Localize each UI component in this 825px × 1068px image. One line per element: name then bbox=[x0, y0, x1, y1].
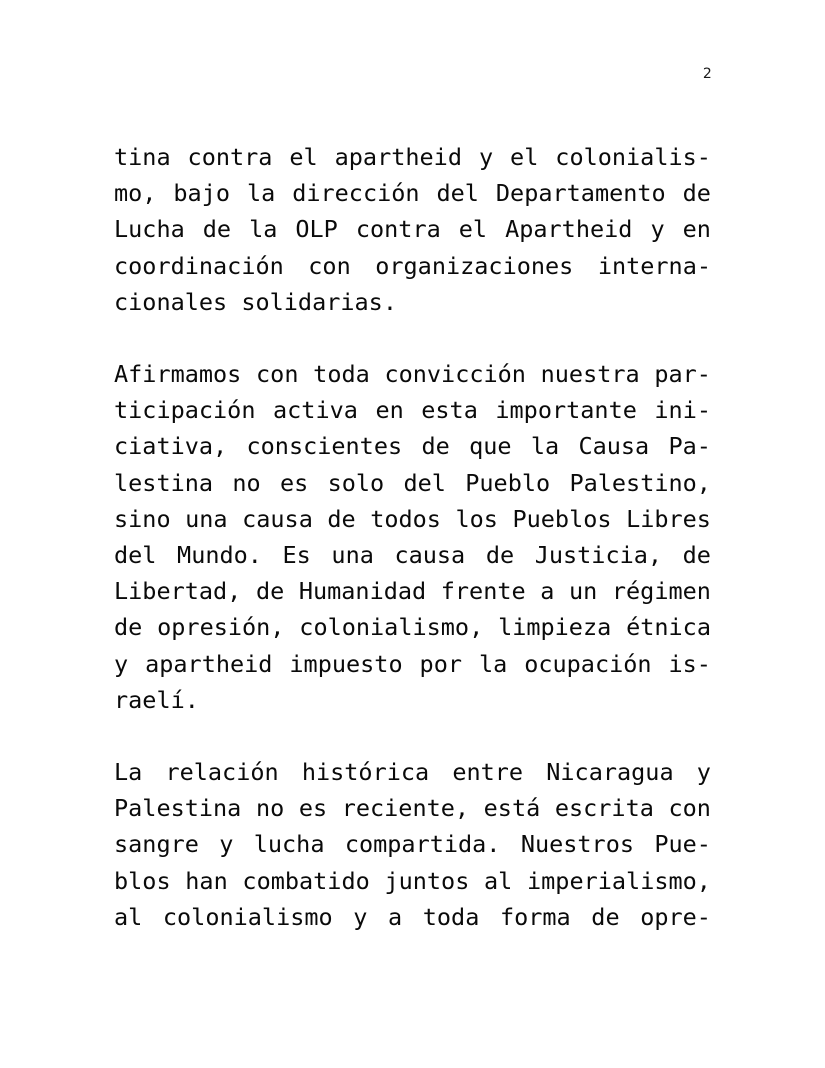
word: con bbox=[668, 794, 711, 823]
word: contra bbox=[355, 215, 441, 244]
word: impuesto bbox=[289, 649, 403, 678]
page-number: 2 bbox=[702, 66, 712, 82]
word: lucha bbox=[253, 830, 325, 859]
word: sangre bbox=[114, 830, 199, 859]
text-line bbox=[114, 609, 711, 645]
word: el bbox=[510, 143, 539, 171]
word: del bbox=[403, 468, 446, 497]
word: apartheid bbox=[334, 143, 462, 171]
text-line bbox=[114, 863, 711, 899]
word: Libertad, bbox=[114, 577, 242, 606]
word: Afirmamos bbox=[114, 360, 242, 389]
text-line bbox=[114, 899, 711, 935]
word: imperialismo, bbox=[527, 866, 711, 895]
body-text-column bbox=[114, 139, 711, 935]
word: toda bbox=[313, 360, 370, 389]
word: han bbox=[185, 866, 228, 895]
word: bajo bbox=[173, 179, 230, 208]
word: Palestino, bbox=[569, 468, 711, 497]
word: Pa- bbox=[668, 432, 711, 461]
text-line: raelí. bbox=[114, 685, 199, 714]
word: blos bbox=[114, 866, 171, 895]
word: de bbox=[485, 541, 515, 570]
word: es bbox=[279, 468, 309, 497]
text-line bbox=[114, 175, 711, 211]
word: de bbox=[327, 504, 356, 533]
word: ini- bbox=[654, 396, 711, 425]
text-line bbox=[114, 826, 711, 862]
word: conscientes bbox=[246, 432, 403, 461]
text-line bbox=[114, 211, 711, 247]
word: por bbox=[419, 649, 462, 678]
word: Palestina bbox=[114, 794, 242, 823]
word: ocupación bbox=[524, 649, 652, 678]
word: Nuestros bbox=[520, 830, 634, 859]
word: dirección bbox=[292, 179, 420, 208]
word: de bbox=[114, 613, 143, 642]
word: organizaciones bbox=[375, 251, 574, 280]
word: forma bbox=[499, 902, 571, 931]
word: Libres bbox=[626, 504, 711, 533]
word: Es bbox=[282, 541, 311, 570]
paragraph bbox=[114, 139, 711, 320]
word: de bbox=[682, 179, 711, 208]
word: relación bbox=[165, 758, 279, 787]
word: con bbox=[256, 360, 299, 389]
text-line bbox=[114, 754, 711, 790]
word: el bbox=[289, 143, 318, 171]
word: opre- bbox=[640, 902, 711, 931]
word: es bbox=[298, 794, 328, 823]
word: no bbox=[232, 468, 261, 497]
word: Pue- bbox=[654, 830, 711, 859]
word: limpieza bbox=[498, 613, 612, 642]
word: con bbox=[308, 251, 351, 280]
word: convicción bbox=[384, 360, 526, 389]
word: Causa bbox=[578, 432, 650, 461]
word: tina bbox=[114, 143, 171, 171]
word: y bbox=[478, 143, 494, 171]
word: nuestra bbox=[540, 360, 640, 389]
text-line bbox=[114, 537, 711, 573]
word: al bbox=[484, 866, 513, 895]
text-line bbox=[114, 646, 711, 682]
word: Lucha bbox=[114, 215, 185, 244]
word: coordinación bbox=[114, 251, 284, 280]
text-line: cionales solidarias. bbox=[114, 287, 397, 316]
word: escrita bbox=[554, 794, 654, 823]
word: no bbox=[255, 794, 285, 823]
word: de bbox=[202, 215, 232, 244]
word: juntos bbox=[384, 866, 470, 895]
word: entre bbox=[452, 758, 524, 787]
word: de bbox=[255, 577, 285, 606]
word: la bbox=[249, 215, 278, 244]
text-line bbox=[114, 428, 711, 464]
word: interna- bbox=[597, 251, 711, 280]
word: OLP bbox=[295, 215, 338, 244]
word: frente bbox=[440, 577, 526, 606]
word: sino bbox=[114, 504, 171, 533]
word: contra bbox=[187, 143, 273, 171]
word: Apartheid bbox=[505, 215, 633, 244]
word: del bbox=[436, 179, 479, 208]
word: toda bbox=[422, 902, 480, 931]
word: y bbox=[696, 758, 711, 787]
word: compartida. bbox=[344, 830, 501, 859]
word: colonialis- bbox=[555, 143, 711, 171]
word: importante bbox=[495, 396, 637, 425]
word: opresión, bbox=[157, 613, 285, 642]
word: Humanidad bbox=[298, 577, 427, 606]
word: la bbox=[478, 649, 508, 678]
word: solo bbox=[327, 468, 385, 497]
word: activa bbox=[273, 396, 358, 425]
text-line bbox=[114, 501, 711, 537]
word: la bbox=[530, 432, 560, 461]
word: Pueblos bbox=[512, 504, 612, 533]
word: histórica bbox=[301, 758, 430, 787]
word: colonialismo bbox=[162, 902, 333, 931]
word: una bbox=[331, 541, 374, 570]
word: del bbox=[114, 541, 157, 570]
word: y bbox=[114, 649, 129, 678]
word: al bbox=[114, 902, 143, 931]
word: una bbox=[185, 504, 228, 533]
word: Mundo. bbox=[177, 541, 262, 570]
text-line bbox=[114, 248, 711, 284]
word: que bbox=[469, 432, 512, 461]
word: régimen bbox=[611, 577, 711, 606]
word: los bbox=[455, 504, 498, 533]
word: Departamento bbox=[495, 179, 666, 208]
word: a bbox=[540, 577, 555, 606]
word: de bbox=[682, 541, 711, 570]
word: en bbox=[375, 396, 404, 425]
text-line bbox=[114, 139, 711, 175]
word: colonialismo, bbox=[299, 613, 484, 642]
text-line bbox=[114, 465, 711, 501]
word: étnica bbox=[626, 613, 711, 642]
text-line bbox=[114, 392, 711, 428]
word: está bbox=[483, 794, 541, 823]
word: ticipación bbox=[114, 396, 256, 425]
word: un bbox=[569, 577, 598, 606]
word: ciativa, bbox=[114, 432, 228, 461]
word: y bbox=[353, 902, 368, 931]
word: Nicaragua bbox=[546, 758, 674, 787]
word: en bbox=[682, 215, 711, 244]
word: lestina bbox=[114, 468, 214, 497]
word: Pueblo bbox=[465, 468, 551, 497]
word: de bbox=[421, 432, 450, 461]
word: causa bbox=[394, 541, 466, 570]
paragraph bbox=[114, 356, 711, 718]
word: esta bbox=[421, 396, 478, 425]
text-line bbox=[114, 573, 711, 609]
word: todos bbox=[370, 504, 441, 533]
word: y bbox=[650, 215, 665, 244]
word: La bbox=[114, 758, 143, 787]
word: is- bbox=[668, 649, 711, 678]
word: reciente, bbox=[341, 794, 470, 823]
word: a bbox=[388, 902, 403, 931]
word: mo, bbox=[114, 179, 157, 208]
word: causa bbox=[242, 504, 313, 533]
word: de bbox=[591, 902, 620, 931]
paragraph bbox=[114, 754, 711, 935]
word: combatido bbox=[242, 866, 370, 895]
text-line bbox=[114, 356, 711, 392]
text-line bbox=[114, 790, 711, 826]
word: el bbox=[458, 215, 488, 244]
word: la bbox=[246, 179, 276, 208]
word: y bbox=[219, 830, 234, 859]
word: par- bbox=[654, 360, 711, 389]
word: apartheid bbox=[145, 649, 273, 678]
word: Justicia, bbox=[534, 541, 663, 570]
